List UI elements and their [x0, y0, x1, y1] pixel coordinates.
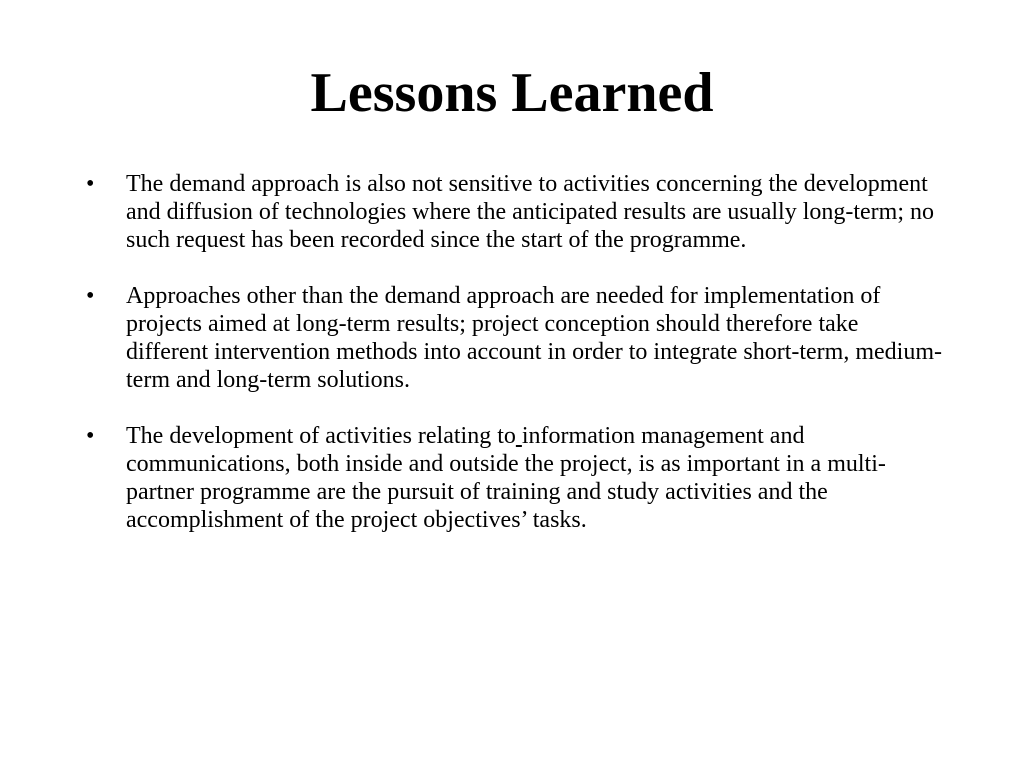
bullet-text: The demand approach is also not sensitive to activities concerning the development and diffusion of technologies where the anticipated results are usually long-term; no such request has been recorded since the start of the programme. — [126, 171, 934, 253]
bullet-text: Approaches other than the demand approach are needed for implementation of projects aimed at long-term results; project conception should therefore take different intervention methods into account in order to integrate short-term, medium-term and long-term solutions. — [126, 283, 942, 393]
bullet-text — [126, 422, 946, 534]
bullet-marker: • — [86, 171, 95, 197]
bullet-item — [86, 282, 946, 394]
bullet-text-part: information management and communications, both inside and outside the project, is as important in a multi-partner programme are the pursuit of training and study activities and the accomplishment of the project objectives’ tasks. — [126, 423, 886, 533]
bullet-item — [86, 170, 946, 254]
bullet-marker: • — [86, 423, 95, 449]
slide-title: Lessons Learned — [310, 62, 714, 124]
bullet-item — [86, 422, 946, 534]
bullet-marker: • — [86, 283, 95, 309]
bullet-list — [86, 170, 946, 534]
bullet-text-part: The development of activities relating to — [126, 423, 516, 449]
